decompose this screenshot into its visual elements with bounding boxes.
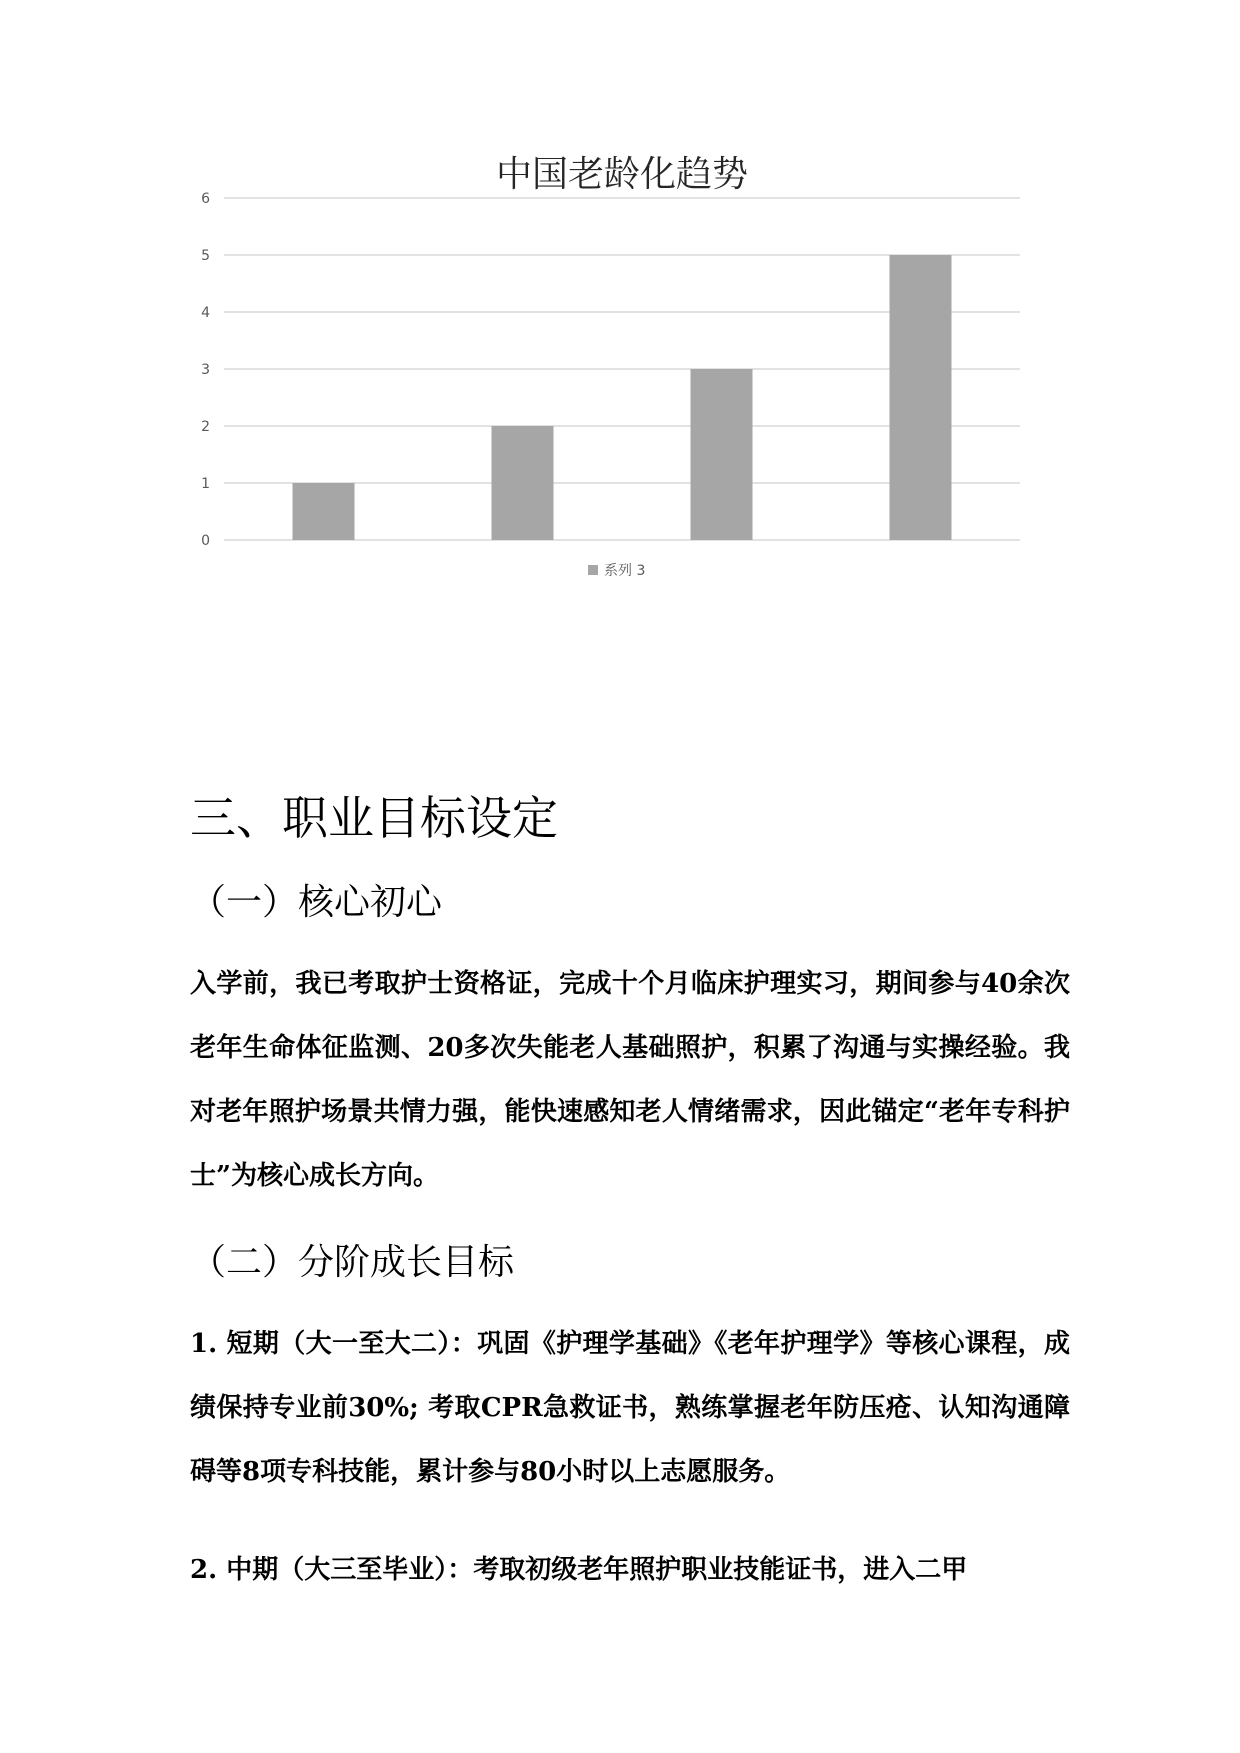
- aging-trend-chart: [186, 140, 1036, 600]
- bar: [293, 483, 355, 540]
- section-title: 三、职业目标设定: [190, 791, 558, 845]
- bar-chart-svg: [186, 140, 1036, 600]
- subsection-heading-core: （一）核心初心: [190, 882, 443, 923]
- chart-title: 中国老龄化趋势: [495, 154, 749, 195]
- y-tick-label: 6: [201, 191, 210, 207]
- y-tick-label: 4: [201, 305, 210, 321]
- y-tick-label: 2: [201, 419, 210, 435]
- bar: [890, 255, 952, 540]
- y-tick-label: 3: [201, 362, 210, 378]
- y-tick-label: 0: [201, 533, 210, 549]
- bar: [492, 426, 554, 540]
- legend-label: 系列 3: [604, 563, 646, 579]
- bar: [691, 369, 753, 540]
- paragraph-core-intent: 入学前，我已考取护士资格证，完成十个月临床护理实习，期间参与40余次老年生命体征监测、20多次失能老人基础照护，积累了沟通与实操经验。我对老年照护场景共情力强，能快速感知老人情绪需求，因此锚定“老年专科护士”为核心成长方向。: [190, 969, 1070, 1191]
- subsection-heading-goals: （二）分阶成长目标: [190, 1242, 515, 1283]
- y-tick-label: 1: [201, 476, 210, 492]
- y-tick-label: 5: [201, 248, 210, 264]
- goal-item-mid-term: 2. 中期（大三至毕业）：考取初级老年照护职业技能证书，进入二甲: [190, 1555, 968, 1585]
- legend-swatch: [588, 565, 598, 575]
- goal-item-short-term: 1. 短期（大一至大二）：巩固《护理学基础》《老年护理学》等核心课程，成绩保持专业前30%; 考取CPR急救证书，熟练掌握老年防压疮、认知沟通障碍等8项专科技能，累计参与80小时以上志愿服务。: [190, 1329, 1070, 1487]
